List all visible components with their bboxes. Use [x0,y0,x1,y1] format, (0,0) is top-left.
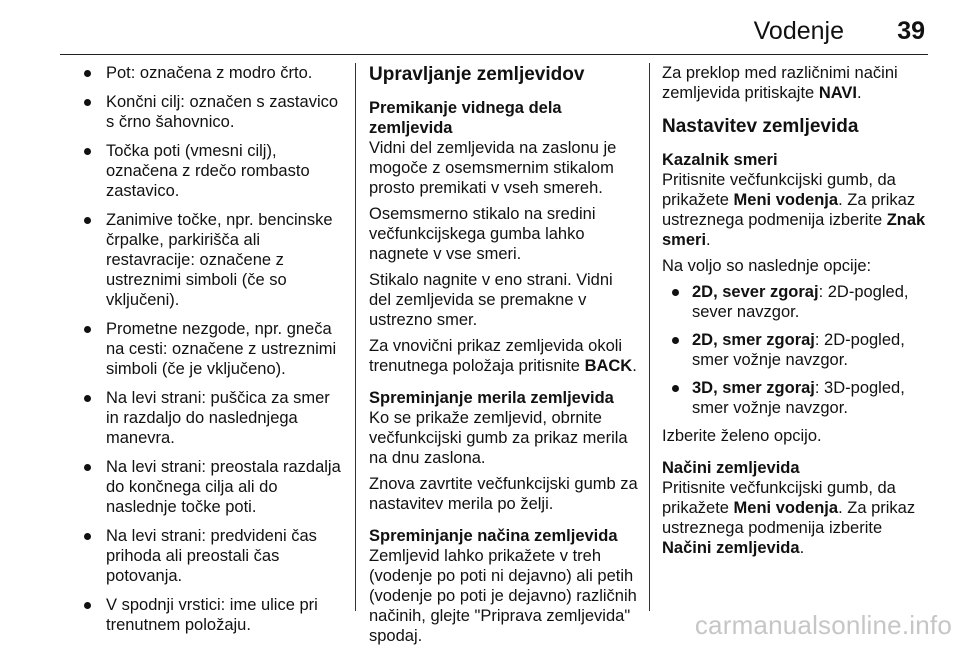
page-header [60,0,928,55]
paragraph [662,170,934,250]
paragraph [662,63,934,103]
page-section-title: Vodenje [753,17,844,45]
column-middle [369,63,639,652]
list-item [662,282,934,322]
list-item: Na levi strani: predvideni čas prihoda ali preostali čas potovanja. [80,526,345,586]
subsection-title: Kazalnik smeri [662,151,778,169]
list-item: Zanimive točke, npr. bencinske črpalke, parkirišča ali restavracije: označene z ustreznimi simboli (če so vključeni). [80,210,345,310]
column-right [662,63,934,564]
list-item: Na levi strani: puščica za smer in razdaljo do naslednjega manevra. [80,388,345,448]
subsection-title: Načini zemljevida [662,459,800,477]
section-heading: Upravljanje zemljevidov [369,64,585,85]
text-run: . [799,539,805,557]
paragraph: Izberite želeno opcijo. [662,427,822,445]
text-run: . Za prikaz ustreznega podmenija izberite [662,191,916,229]
paragraph: Stikalo nagnite v eno strani. Vidni del zemljevida se premakne v ustrezno smer. [369,271,613,329]
column-divider [355,63,356,611]
list-item: V spodnji vrstici: ime ulice pri trenutnem položaju. [80,595,345,635]
column-left [80,63,345,644]
text-run: . [632,357,637,375]
subsection-title: Spreminjanje merila zemljevida [369,389,614,407]
subsection-title: Spreminjanje načina zemljevida [369,527,618,545]
paragraph: Osemsmerno stikalo na sredini večfunkcijskega gumba lahko nagnete v vse smeri. [369,205,596,263]
options-list [662,282,934,418]
text-run: Pritisnite večfunkcijski gumb, da prikažete [662,479,896,517]
text-run: . [706,231,711,249]
option-term: 2D, sever zgoraj [692,283,819,301]
menu-term: Meni vodenja [733,499,839,517]
text-run: Pritisnite večfunkcijski gumb, da prikažete [662,171,896,209]
subsection-title: Premikanje vidnega dela zemljevida [369,99,562,137]
paragraph: Vidni del zemljevida na zaslonu je mogoče z osemsmernim stikalom prosto premikati v vseh smereh. [369,139,617,197]
list-item: Prometne nezgode, npr. gneča na cesti: označene z ustreznimi simboli (če je vključeno). [80,319,345,379]
paragraph [662,478,934,558]
page-number: 39 [897,17,925,45]
option-text: : 2D-pogled, sever navzgor. [692,283,909,321]
option-term: 2D, smer zgoraj [692,331,815,349]
list-item: Na levi strani: preostala razdalja do končnega cilja ali do naslednje točke poti. [80,457,345,517]
menu-term: Meni vodenja [733,191,839,209]
paragraph: Na voljo so naslednje opcije: [662,257,872,275]
option-text: : 3D-pogled, smer vožnje navzgor. [692,379,905,417]
list-item [662,330,934,370]
paragraph [369,336,639,376]
button-term: BACK [584,357,633,375]
column-divider [649,63,650,611]
text-run: Za preklop med različnimi načini zemljevida pritiskajte [662,64,898,102]
option-term: 3D, smer zgoraj [692,379,815,397]
section-heading: Nastavitev zemljevida [662,116,859,137]
watermark: carmanualsonline.info [694,610,952,640]
list-item: Točka poti (vmesni cilj), označena z rdečo rombasto zastavico. [80,141,345,201]
list-item [662,378,934,418]
list-item: Končni cilj: označen s zastavico s črno šahovnico. [80,92,345,132]
option-text: : 2D-pogled, smer vožnje navzgor. [692,331,905,369]
text-run: . [857,84,862,102]
button-term: NAVI [818,84,858,102]
menu-term: Znak smeri [662,211,926,249]
map-legend-list [80,63,345,635]
paragraph: Ko se prikaže zemljevid, obrnite večfunkcijski gumb za prikaz merila na dnu zaslona. [369,409,628,467]
paragraph: Znova zavrtite večfunkcijski gumb za nastavitev merila po želji. [369,475,638,513]
list-item: Pot: označena z modro črto. [80,63,345,83]
paragraph: Zemljevid lahko prikažete v treh (vodenje po poti ni dejavno) ali petih (vodenje po poti je dejavno) različnih načinih, glejte "Priprava zemljevida" spodaj. [369,547,637,645]
text-run: . Za prikaz ustreznega podmenija izberite [662,499,916,537]
text-run: Za vnovični prikaz zemljevida okoli trenutnega položaja pritisnite [369,337,623,375]
menu-term: Načini zemljevida [662,539,800,557]
